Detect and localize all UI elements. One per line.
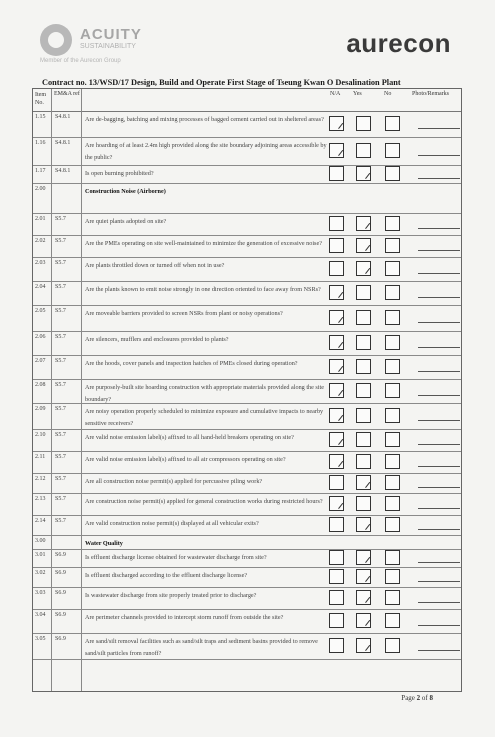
section-row xyxy=(33,535,461,550)
question-text: Is wastewater discharge from site properly treated prior to discharge? xyxy=(85,592,257,599)
checkbox-na[interactable] xyxy=(329,432,344,447)
remarks-line[interactable] xyxy=(418,444,460,445)
acuity-name: ACUITY xyxy=(80,26,142,43)
question-text: Are the PMEs operating on site well-maintained to minimize the generation of excessive noise? xyxy=(85,240,322,247)
checkbox-na[interactable] xyxy=(329,335,344,350)
checkbox-no[interactable] xyxy=(385,383,400,398)
item-number: 3.04 xyxy=(35,612,46,618)
checkbox-na[interactable] xyxy=(329,238,344,253)
table-row xyxy=(33,451,461,474)
checkbox-yes[interactable] xyxy=(356,285,371,300)
checkbox-yes[interactable] xyxy=(356,166,371,181)
item-number: 1.16 xyxy=(35,140,46,146)
question-text: Are noisy operation properly scheduled to minimize exposure and cumulative impacts to nearby sensitive receivers? xyxy=(85,408,324,427)
table-row xyxy=(33,403,461,430)
question-text: Are quiet plants adopted on site? xyxy=(85,218,167,225)
question-text: Are plants throttled down or turned off when not in use? xyxy=(85,262,225,269)
ema-ref: S5.7 xyxy=(55,518,66,524)
table-row xyxy=(33,567,461,588)
acuity-sub: SUSTAINABILITY xyxy=(80,43,136,50)
checkbox-na[interactable] xyxy=(329,310,344,325)
checkbox-yes[interactable] xyxy=(356,496,371,511)
remarks-line[interactable] xyxy=(418,562,460,563)
remarks-line[interactable] xyxy=(418,581,460,582)
remarks-line[interactable] xyxy=(418,128,460,129)
table-row xyxy=(33,331,461,356)
acuity-tag: Member of the Aurecon Group xyxy=(40,58,121,64)
checkbox-no[interactable] xyxy=(385,613,400,628)
section-title: Construction Noise (Airborne) xyxy=(85,188,166,195)
acuity-mark-icon xyxy=(40,24,72,56)
item-number: 2.13 xyxy=(35,496,46,502)
item-number: 2.14 xyxy=(35,518,46,524)
table-row xyxy=(33,493,461,516)
checkbox-no[interactable] xyxy=(385,454,400,469)
checkbox-yes[interactable] xyxy=(356,638,371,653)
table-header xyxy=(33,89,461,112)
question-text: Are valid construction noise permit(s) displayed at all vehicular exits? xyxy=(85,520,259,527)
col-remarks: Photo/Remarks xyxy=(412,91,449,97)
checkbox-no[interactable] xyxy=(385,638,400,653)
checkbox-yes[interactable] xyxy=(356,454,371,469)
section-row xyxy=(33,183,461,214)
checkbox-no[interactable] xyxy=(385,550,400,565)
table-row xyxy=(33,111,461,138)
checkbox-na[interactable] xyxy=(329,569,344,584)
remarks-line[interactable] xyxy=(418,602,460,603)
item-number: 3.05 xyxy=(35,636,46,642)
remarks-line[interactable] xyxy=(418,155,460,156)
item-number: 2.02 xyxy=(35,238,46,244)
checkbox-no[interactable] xyxy=(385,569,400,584)
item-number: 1.17 xyxy=(35,168,46,174)
col-no: No xyxy=(384,91,392,97)
remarks-line[interactable] xyxy=(418,466,460,467)
checkbox-na[interactable] xyxy=(329,285,344,300)
checkbox-yes[interactable] xyxy=(356,517,371,532)
remarks-line[interactable] xyxy=(418,273,460,274)
acuity-logo xyxy=(40,22,160,64)
col-item: Item No. xyxy=(35,92,46,106)
question-text: Are purposely-built site hoarding construction with appropriate materials provided along the site boundary? xyxy=(85,384,325,403)
aurecon-logo: aurecon xyxy=(346,28,451,58)
remarks-line[interactable] xyxy=(418,297,460,298)
checkbox-no[interactable] xyxy=(385,496,400,511)
remarks-line[interactable] xyxy=(418,178,460,179)
checkbox-yes[interactable] xyxy=(356,261,371,276)
ema-ref: S4.8.1 xyxy=(55,140,71,146)
item-number: 2.08 xyxy=(35,382,46,388)
checkbox-na[interactable] xyxy=(329,359,344,374)
question-text: Are construction noise permit(s) applied for general construction works during restricted hours? xyxy=(85,498,323,505)
checkbox-yes[interactable] xyxy=(356,216,371,231)
question-text: Are sand/silt removal facilities such as sand/silt traps and sediment basins provided to remove sand/silt particles from runoff? xyxy=(85,638,318,657)
table-row xyxy=(33,165,461,184)
remarks-line[interactable] xyxy=(418,487,460,488)
ema-ref: S5.7 xyxy=(55,454,66,460)
checkbox-yes[interactable] xyxy=(356,116,371,131)
checkbox-na[interactable] xyxy=(329,496,344,511)
question-text: Are all construction noise permit(s) applied for percussive piling work? xyxy=(85,478,263,485)
col-na: N/A xyxy=(330,91,341,97)
checkbox-na[interactable] xyxy=(329,143,344,158)
question-text: Are perimeter channels provided to intercept storm runoff from outside the site? xyxy=(85,614,284,621)
item-number: 2.09 xyxy=(35,406,46,412)
checkbox-yes[interactable] xyxy=(356,569,371,584)
question-text: Is open burning prohibited? xyxy=(85,170,154,177)
table-row xyxy=(33,379,461,404)
table-row xyxy=(33,609,461,634)
item-number: 2.11 xyxy=(35,454,46,460)
ema-ref: S5.7 xyxy=(55,432,66,438)
question-text: Are valid noise emission label(s) affixed to all air compressors operating on site? xyxy=(85,456,286,463)
ema-ref: S5.7 xyxy=(55,496,66,502)
table-row xyxy=(33,587,461,610)
checkbox-na[interactable] xyxy=(329,550,344,565)
ema-ref: S5.7 xyxy=(55,308,66,314)
table-row xyxy=(33,515,461,536)
item-number: 2.10 xyxy=(35,432,46,438)
item-number: 2.01 xyxy=(35,216,46,222)
checkbox-no[interactable] xyxy=(385,310,400,325)
checkbox-yes[interactable] xyxy=(356,550,371,565)
checkbox-na[interactable] xyxy=(329,408,344,423)
checkbox-yes[interactable] xyxy=(356,238,371,253)
checklist-table xyxy=(32,88,462,692)
ema-ref: S6.9 xyxy=(55,552,66,558)
question-text: Are moveable barriers provided to screen NSRs from plant or noisy operations? xyxy=(85,310,283,317)
remarks-line[interactable] xyxy=(418,250,460,251)
document-title: Contract no. 13/WSD/17 Design, Build and Operate First Stage of Tseung Kwan O Desalination Plant xyxy=(42,78,401,87)
checkbox-na[interactable] xyxy=(329,454,344,469)
ema-ref: S5.7 xyxy=(55,358,66,364)
remarks-line[interactable] xyxy=(418,650,460,651)
remarks-line[interactable] xyxy=(418,228,460,229)
question-text: Is effluent discharge license obtained for wastewater discharge from site? xyxy=(85,554,267,561)
ema-ref: S5.7 xyxy=(55,216,66,222)
page-header xyxy=(0,0,495,78)
table-row xyxy=(33,355,461,380)
item-number: 2.07 xyxy=(35,358,46,364)
remarks-line[interactable] xyxy=(418,420,460,421)
checkbox-yes[interactable] xyxy=(356,613,371,628)
checkbox-no[interactable] xyxy=(385,238,400,253)
item-number: 3.02 xyxy=(35,570,46,576)
ema-ref: S4.8.1 xyxy=(55,114,71,120)
table-row xyxy=(33,473,461,494)
table-row xyxy=(33,429,461,452)
table-row xyxy=(33,549,461,568)
remarks-line[interactable] xyxy=(418,625,460,626)
ema-ref: S5.7 xyxy=(55,284,66,290)
question-text: Are valid noise emission label(s) affixed to all hand-held breakers operating on site? xyxy=(85,434,294,441)
ema-ref: S6.9 xyxy=(55,570,66,576)
checkbox-na[interactable] xyxy=(329,517,344,532)
item-number: 2.06 xyxy=(35,334,46,340)
ema-ref: S6.9 xyxy=(55,612,66,618)
question-text: Are the hoods, cover panels and inspection hatches of PMEs closed during operation? xyxy=(85,360,298,367)
checkbox-no[interactable] xyxy=(385,261,400,276)
checkbox-yes[interactable] xyxy=(356,590,371,605)
table-row xyxy=(33,137,461,166)
checkbox-na[interactable] xyxy=(329,590,344,605)
checkbox-no[interactable] xyxy=(385,475,400,490)
checkbox-no[interactable] xyxy=(385,517,400,532)
checkbox-no[interactable] xyxy=(385,166,400,181)
checkbox-yes[interactable] xyxy=(356,432,371,447)
item-number: 2.12 xyxy=(35,476,46,482)
page-number: Page 2 of 8 xyxy=(401,694,433,702)
checkbox-yes[interactable] xyxy=(356,475,371,490)
item-number: 3.03 xyxy=(35,590,46,596)
checkbox-no[interactable] xyxy=(385,335,400,350)
ema-ref: S5.7 xyxy=(55,406,66,412)
checkbox-na[interactable] xyxy=(329,475,344,490)
checkbox-yes[interactable] xyxy=(356,310,371,325)
item-number: 2.00 xyxy=(35,186,46,192)
remarks-line[interactable] xyxy=(418,529,460,530)
table-row xyxy=(33,235,461,258)
item-number: 2.05 xyxy=(35,308,46,314)
checkbox-no[interactable] xyxy=(385,432,400,447)
table-row xyxy=(33,305,461,332)
item-number: 2.03 xyxy=(35,260,46,266)
checkbox-na[interactable] xyxy=(329,116,344,131)
checkbox-no[interactable] xyxy=(385,359,400,374)
remarks-line[interactable] xyxy=(418,371,460,372)
checkbox-na[interactable] xyxy=(329,166,344,181)
checkbox-na[interactable] xyxy=(329,216,344,231)
remarks-line[interactable] xyxy=(418,322,460,323)
table-row xyxy=(33,213,461,236)
checkbox-yes[interactable] xyxy=(356,408,371,423)
ema-ref: S5.7 xyxy=(55,334,66,340)
checkbox-na[interactable] xyxy=(329,638,344,653)
remarks-line[interactable] xyxy=(418,347,460,348)
ema-ref: S6.9 xyxy=(55,636,66,642)
remarks-line[interactable] xyxy=(418,395,460,396)
table-row xyxy=(33,257,461,282)
item-number: 3.01 xyxy=(35,552,46,558)
checkbox-na[interactable] xyxy=(329,383,344,398)
checkbox-no[interactable] xyxy=(385,590,400,605)
ema-ref: S4.8.1 xyxy=(55,168,71,174)
checkbox-no[interactable] xyxy=(385,116,400,131)
ema-ref: S6.9 xyxy=(55,590,66,596)
col-ref: EM&A ref xyxy=(54,91,80,97)
item-number: 1.15 xyxy=(35,114,46,120)
checkbox-no[interactable] xyxy=(385,216,400,231)
remarks-line[interactable] xyxy=(418,508,460,509)
question-text: Are hoarding of at least 2.4m high provided along the site boundary adjoining areas accessible by the public? xyxy=(85,142,327,161)
table-row xyxy=(33,633,461,660)
question-text: Are the plants known to emit noise strongly in one direction oriented to face away from NSRs? xyxy=(85,286,321,293)
checkbox-yes[interactable] xyxy=(356,335,371,350)
ema-ref: S5.7 xyxy=(55,476,66,482)
checkbox-yes[interactable] xyxy=(356,143,371,158)
checkbox-no[interactable] xyxy=(385,143,400,158)
checkbox-no[interactable] xyxy=(385,408,400,423)
item-number: 2.04 xyxy=(35,284,46,290)
section-title: Water Quality xyxy=(85,540,123,547)
item-number: 3.00 xyxy=(35,538,46,544)
checkbox-no[interactable] xyxy=(385,285,400,300)
checkbox-na[interactable] xyxy=(329,613,344,628)
checkbox-yes[interactable] xyxy=(356,383,371,398)
question-text: Is effluent discharged according to the effluent discharge license? xyxy=(85,572,248,579)
checkbox-yes[interactable] xyxy=(356,359,371,374)
col-yes: Yes xyxy=(353,91,362,97)
table-row xyxy=(33,281,461,306)
checkbox-na[interactable] xyxy=(329,261,344,276)
ema-ref: S5.7 xyxy=(55,260,66,266)
ema-ref: S5.7 xyxy=(55,382,66,388)
ema-ref: S5.7 xyxy=(55,238,66,244)
question-text: Are silencers, mufflers and enclosures provided to plants? xyxy=(85,336,229,343)
question-text: Are de-bagging, batching and mixing processes of bagged cement carried out in sheltered areas? xyxy=(85,116,324,123)
